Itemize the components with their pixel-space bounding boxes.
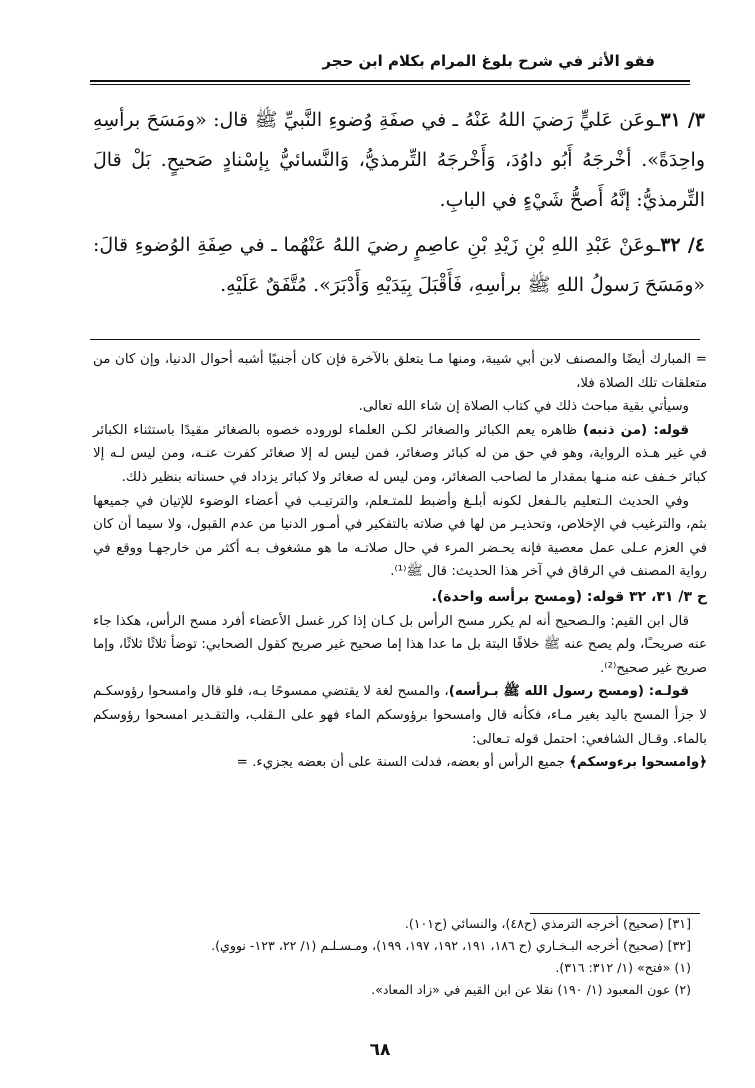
footnote: (١) «فتح» (١/ ٣١٢: ٣١٦). [555,960,691,975]
paragraph-text: ، والمسح لغة لا يقتضي ممسوحًا بـه، فلو قال وامسحوا رؤوسكـم لا جزأ المسح باليد بغير مـاء، فكأنه قال وامسحوا برؤوسكم الماء فهو على الـقلب، والتقـدير امسحوا رؤوسكم بالماء. وقـال الشافعي: احتمل قوله تـعالى: [93,684,707,747]
paragraph-text: ظاهره يعم الكبائر والصغائر لكـن العلماء لوروده خصوه بالصغائر مقيدًا باستثناء الكبائر في غير هـذه الرواية، وهو في حق من له كبائر وصغائر، فمن ليس له إلا صغائر كفرت عنـه، ومن ليس لـه إلا كبائر خـفف عنه منـها بمقدار ما لصاحب الصغائر، ومن ليس له صغائر ولا كبائر يزداد في حسناته بنظير ذلك. [93,422,707,485]
commentary-paragraph [93,680,707,751]
section-heading: ح ٣/ ٣١، ٣٢ قوله: (ومسح برأسه واحدة). [431,588,707,605]
footnote: (٢) عون المعبود (١/ ١٩٠) نقلا عن ابن القيم في «زاد المعاد». [371,982,691,997]
footnotes [93,913,703,1001]
commentary-paragraph [93,419,707,490]
commentary-paragraph: = المبارك أيضًا والمصنف لابن أبي شيبة، ومنها مـا يتعلق بالآخرة فإن كان أجنبيًا أشبه أحوال الدنيا، وإن كان من متعلقات تلك الصلاة فلا، [93,352,707,391]
hadith-text: ـوعَن عَليٍّ رَضيَ اللهُ عَنْهُ ـ في صفَةِ وُضوءِ النَّبيِّ ﷺ قال: «ومَسَحَ برأسِهِ واحِدَةً». أخْرجَهُ أَبُو داوُدَ، وَأَخْرجَهُ التِّرمذيُّ، وَالنَّسائيُّ بِإسْنادٍ صَحيحٍ. بَلْ قالَ التِّرمذيُّ: إنَّهُ أَصحُّ شَيْءٍ في البابِ. [93,109,705,211]
quran-quote: ﴿وامسحوا برءوسكم﴾ [569,755,707,771]
header-rule [90,80,690,85]
quote-label: قوله: (من ذنبه) [582,422,690,438]
paragraph-text: جميع الرأس أو بعضه، فدلت السنة على أن بعضه يجزيء. = [236,755,570,771]
hadith-number: ٤/ ٣٢ [660,234,706,256]
commentary-paragraph: قال ابن القيم: والـصحيح أنه لم يكرر مسح الرأس بل كـان إذا كرر غسل الأعضاء أفرد مسح الرأس، هكذا جاء عنه صريحـًا، ولم يصح عنه ﷺ خلافًا البتة بل ما عدا هذا إما صحيح غير صريح كقول الصحابي: توضأ ثلاثًا ثلاثًا، وإما صريح غير صحيح⁽²⁾. [93,613,707,676]
section-divider [90,339,700,340]
footnote: [٣٢] (صحيح) أخرجه البـخـاري (ح ١٨٦، ١٩١، ١٩٢، ١٩٧، ١٩٩)، ومـسـلـم (١/ ٢٢، ١٢٣- نووي). [211,938,691,953]
commentary-paragraph: وفي الحديث الـتعليم بالـفعل لكونه أبلـغ وأضبط للمتـعلم، والترتيـب في أعضاء الوضوء للإتيان في جميعها بثم، والترغيب في الإخلاص، وتحذيـر من لها في صلاته بالتفكير في أمـور الدنيا من عدم القبول، ولا سيما أن كان في العزم عـلى عمل معصية فإنه يحـضر المرء في حال صلاتـه ما هو مشغوف بـه أكثر من خارجهـا ووقع في رواية المصنف في الرقاق في آخر هذا الحديث: قال ﷺ⁽¹⁾. [93,493,707,580]
commentary [93,348,707,775]
footnote: [٣١] (صحيح) أخرجه الترمذي (ح٤٨)، والنسائي (ح١٠١). [404,916,691,931]
commentary-paragraph [93,751,707,775]
hadith-number: ٣/ ٣١ [660,109,705,131]
quote-label: قولـه: (ومسح رسول الله ﷺ بـرأسه) [448,684,689,700]
page-number: ٦٨ [369,1040,391,1060]
hadith-31 [93,100,705,225]
running-header-title: فقو الأثر في شرح بلوغ المرام بكلام ابن حجر [322,52,655,70]
hadith-text: ـوعَنْ عَبْدِ اللهِ بْنِ زَيْدِ بْنِ عاصِمٍ رضيَ اللهُ عَنْهُما ـ في صِفَةِ الوُضوءِ قالَ: «ومَسَحَ رَسولُ اللهِ ﷺ برأسِهِ، فَأَقْبَلَ بِيَدَيْهِ وَأَدْبَرَ». مُتَّفَقٌ عَلَيْهِ. [93,234,705,296]
hadith-32 [93,225,705,325]
commentary-paragraph: وسيأتي بقية مباحث ذلك في كتاب الصلاة إن شاء الله تعالى. [358,399,689,415]
